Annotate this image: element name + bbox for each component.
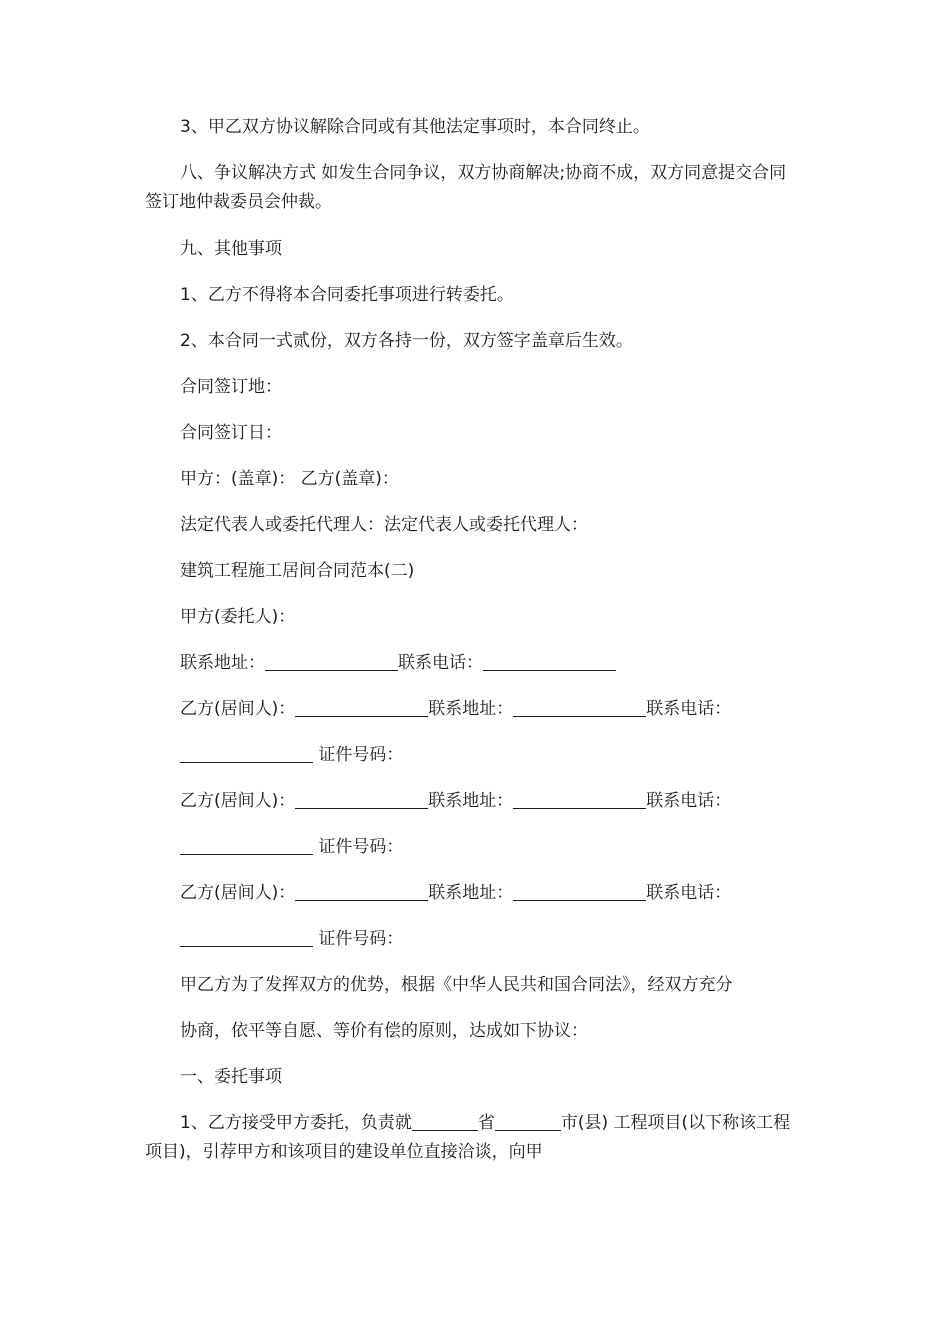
- address-label: 联系地址：: [428, 883, 514, 903]
- phone-blank[interactable]: [180, 744, 313, 763]
- address-blank[interactable]: [513, 698, 646, 717]
- phone-label: 联系电话：: [646, 883, 732, 903]
- party-b-label: 乙方(居间人)：: [180, 883, 296, 903]
- clause-entrusted-matter-1: [145, 1109, 810, 1167]
- phone-blank[interactable]: [180, 836, 313, 855]
- address-blank[interactable]: [265, 652, 398, 671]
- clause-no-subdelegation: 1、乙方不得将本合同委托事项进行转委托。: [180, 285, 514, 305]
- province-label: 省: [477, 1113, 495, 1133]
- phone-label: 联系电话：: [646, 791, 732, 811]
- address-label: 联系地址：: [428, 791, 514, 811]
- signing-place: 合同签订地：: [180, 377, 282, 397]
- city-blank[interactable]: [495, 1112, 561, 1131]
- address-blank[interactable]: [513, 882, 646, 901]
- clause-copies: 2、本合同一式贰份，双方各持一份，双方签字盖章后生效。: [180, 331, 633, 351]
- phone-label: 联系电话：: [646, 699, 732, 719]
- address-label: 联系地址：: [180, 653, 265, 673]
- preamble-line1: 甲乙方为了发挥双方的优势，根据《中华人民共和国合同法》，经双方充分: [180, 975, 733, 995]
- party-b-id-row: [145, 741, 810, 770]
- seal-line: 甲方：(盖章)： 乙方(盖章)：: [180, 469, 399, 489]
- clause-dispute-line2: 签订地仲裁委员会仲裁。: [145, 192, 332, 212]
- party-a-contact-row: [145, 649, 810, 678]
- section-heading-other: 九、其他事项: [180, 239, 282, 259]
- party-b-label: 乙方(居间人)：: [180, 791, 296, 811]
- party-b-row: [145, 879, 810, 908]
- clause-entrusted-line1: [145, 1109, 810, 1138]
- id-number-label: 证件号码：: [313, 837, 404, 857]
- clause-termination: 3、甲乙双方协议解除合同或有其他法定事项时，本合同终止。: [180, 117, 650, 137]
- clause-dispute-line1: 八、争议解决方式 如发生合同争议，双方协商解决;协商不成，双方同意提交合同: [180, 163, 787, 183]
- id-number-label: 证件号码：: [313, 929, 404, 949]
- clause-entrusted-line2: 项目)，引荐甲方和该项目的建设单位直接洽谈，向甲: [145, 1142, 543, 1162]
- clause-text: 1、乙方接受甲方委托，负责就: [180, 1113, 412, 1133]
- party-b-name-blank[interactable]: [295, 698, 428, 717]
- phone-blank[interactable]: [180, 928, 313, 947]
- party-b-id-row: [145, 833, 810, 862]
- party-b-name-blank[interactable]: [295, 882, 428, 901]
- party-b-id-row: [145, 925, 810, 954]
- party-b-label: 乙方(居间人)：: [180, 699, 296, 719]
- phone-blank[interactable]: [483, 652, 616, 671]
- phone-label: 联系电话：: [398, 653, 483, 673]
- party-b-row: [145, 695, 810, 724]
- address-blank[interactable]: [513, 790, 646, 809]
- clause-dispute-resolution: [145, 159, 810, 217]
- clause-text: 市(县) 工程项目(以下称该工程: [560, 1113, 791, 1133]
- province-blank[interactable]: [412, 1112, 478, 1131]
- address-label: 联系地址：: [428, 699, 514, 719]
- party-b-row: [145, 787, 810, 816]
- preamble-line2: 协商，依平等自愿、等价有偿的原则，达成如下协议：: [180, 1021, 588, 1041]
- signing-date: 合同签订日：: [180, 423, 282, 443]
- party-b-name-blank[interactable]: [295, 790, 428, 809]
- section-heading-entrusted-matters: 一、委托事项: [180, 1067, 282, 1087]
- contract-template-title: 建筑工程施工居间合同范本(二): [180, 561, 415, 581]
- id-number-label: 证件号码：: [313, 745, 404, 765]
- representative-line: 法定代表人或委托代理人：法定代表人或委托代理人：: [180, 515, 588, 535]
- party-a-label: 甲方(委托人)：: [180, 607, 296, 627]
